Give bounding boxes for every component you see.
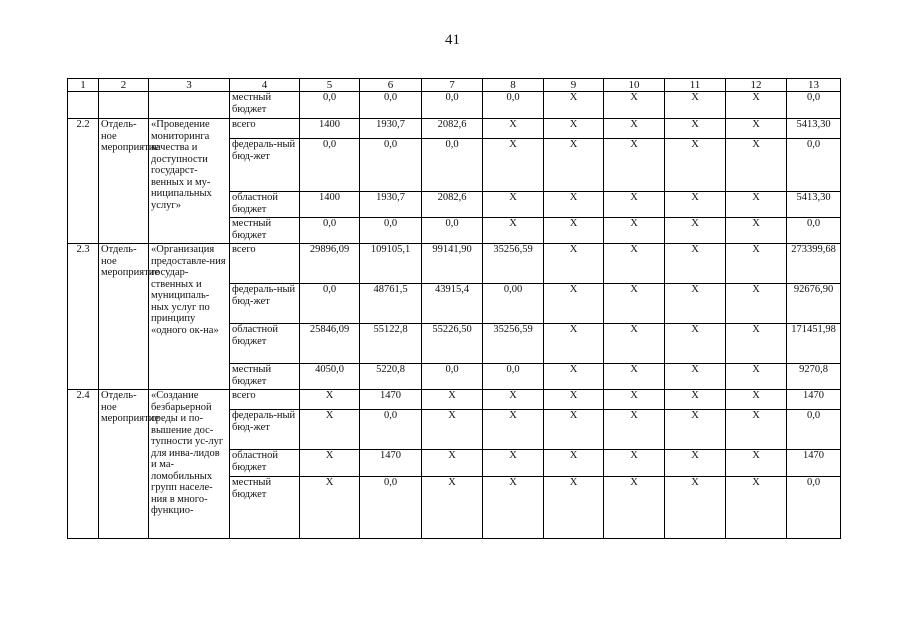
value-cell: X <box>544 218 604 244</box>
value-cell: X <box>726 477 787 539</box>
value-cell: 55226,50 <box>422 324 483 364</box>
value-cell: 0,0 <box>300 218 360 244</box>
value-cell: X <box>604 284 665 324</box>
value-cell: X <box>544 192 604 218</box>
value-cell: X <box>422 410 483 450</box>
value-cell: 273399,68 <box>787 244 841 284</box>
value-cell: X <box>726 92 787 119</box>
measure-description: «Организация предоставле-ния государ-ственных и муниципаль-ных услуг по принципу «одного ок-на» <box>149 244 230 390</box>
value-cell: X <box>483 477 544 539</box>
header-cell: 9 <box>544 79 604 92</box>
value-cell: X <box>604 324 665 364</box>
value-cell: X <box>726 450 787 477</box>
value-cell: 29896,09 <box>300 244 360 284</box>
value-cell: 0,0 <box>300 139 360 192</box>
value-cell: X <box>726 324 787 364</box>
table-cell <box>99 92 149 119</box>
value-cell: X <box>604 364 665 390</box>
value-cell: 0,0 <box>422 218 483 244</box>
value-cell: 1400 <box>300 119 360 139</box>
measure-description: «Создание безбарьерной среды и по-вышение дос-тупности ус-луг для инва-лидов и ма-ломобильных групп населе-ния в много-функцио- <box>149 390 230 539</box>
header-cell: 2 <box>99 79 149 92</box>
value-cell: X <box>665 364 726 390</box>
value-cell: 0,0 <box>787 139 841 192</box>
value-cell: X <box>726 119 787 139</box>
value-cell: X <box>604 218 665 244</box>
value-cell: 5220,8 <box>360 364 422 390</box>
value-cell: 0,00 <box>483 284 544 324</box>
measure-type: Отдель-ное мероприятие <box>99 244 149 390</box>
value-cell: X <box>665 139 726 192</box>
header-cell: 13 <box>787 79 841 92</box>
value-cell: X <box>665 244 726 284</box>
value-cell: X <box>604 450 665 477</box>
table-row <box>68 92 841 119</box>
measure-id: 2.4 <box>68 390 99 539</box>
value-cell: 9270,8 <box>787 364 841 390</box>
value-cell: X <box>544 284 604 324</box>
value-cell: X <box>483 410 544 450</box>
budget-source-label: местный бюджет <box>230 364 300 390</box>
value-cell: 0,0 <box>483 92 544 119</box>
value-cell: 99141,90 <box>422 244 483 284</box>
value-cell: 0,0 <box>360 218 422 244</box>
value-cell: X <box>726 390 787 410</box>
value-cell: 0,0 <box>360 410 422 450</box>
value-cell: 1930,7 <box>360 192 422 218</box>
value-cell: 0,0 <box>360 477 422 539</box>
value-cell: 1470 <box>787 450 841 477</box>
value-cell: X <box>665 390 726 410</box>
value-cell: 0,0 <box>422 364 483 390</box>
value-cell: X <box>726 218 787 244</box>
value-cell: X <box>483 192 544 218</box>
budget-source-label: местный бюджет <box>230 92 300 119</box>
value-cell: X <box>726 139 787 192</box>
value-cell: X <box>544 364 604 390</box>
value-cell: X <box>604 139 665 192</box>
value-cell: X <box>300 477 360 539</box>
value-cell: 0,0 <box>787 477 841 539</box>
budget-source-label: всего <box>230 390 300 410</box>
value-cell: 0,0 <box>300 92 360 119</box>
budget-source-label: федераль-ный бюд-жет <box>230 410 300 450</box>
value-cell: 1930,7 <box>360 119 422 139</box>
page-number: 41 <box>445 32 460 48</box>
budget-source-label: всего <box>230 244 300 284</box>
budget-source-label: федераль-ный бюд-жет <box>230 139 300 192</box>
value-cell: 171451,98 <box>787 324 841 364</box>
value-cell: X <box>483 119 544 139</box>
value-cell: X <box>604 192 665 218</box>
value-cell: X <box>604 244 665 284</box>
value-cell: 0,0 <box>422 92 483 119</box>
value-cell: X <box>544 244 604 284</box>
header-cell: 11 <box>665 79 726 92</box>
value-cell: 5413,30 <box>787 192 841 218</box>
value-cell: 43915,4 <box>422 284 483 324</box>
value-cell: 1470 <box>787 390 841 410</box>
value-cell: 2082,6 <box>422 119 483 139</box>
value-cell: X <box>604 410 665 450</box>
value-cell: X <box>604 477 665 539</box>
header-row <box>68 79 841 92</box>
value-cell: X <box>665 119 726 139</box>
value-cell: 1400 <box>300 192 360 218</box>
value-cell: X <box>726 410 787 450</box>
value-cell: 0,0 <box>787 218 841 244</box>
budget-source-label: областной бюджет <box>230 324 300 364</box>
value-cell: X <box>544 390 604 410</box>
value-cell: X <box>665 192 726 218</box>
value-cell: 35256,59 <box>483 324 544 364</box>
budget-source-label: всего <box>230 119 300 139</box>
budget-source-label: федераль-ный бюд-жет <box>230 284 300 324</box>
value-cell: X <box>544 450 604 477</box>
value-cell: X <box>544 139 604 192</box>
header-cell: 8 <box>483 79 544 92</box>
value-cell: X <box>665 218 726 244</box>
value-cell: 92676,90 <box>787 284 841 324</box>
value-cell: 0,0 <box>483 364 544 390</box>
value-cell: X <box>604 92 665 119</box>
value-cell: X <box>422 477 483 539</box>
value-cell: X <box>604 119 665 139</box>
value-cell: X <box>483 390 544 410</box>
header-cell: 12 <box>726 79 787 92</box>
value-cell: 5413,30 <box>787 119 841 139</box>
header-cell: 7 <box>422 79 483 92</box>
value-cell: 2082,6 <box>422 192 483 218</box>
header-cell: 10 <box>604 79 665 92</box>
value-cell: 1470 <box>360 450 422 477</box>
table-row <box>68 390 841 410</box>
measure-id: 2.3 <box>68 244 99 390</box>
value-cell: X <box>483 450 544 477</box>
budget-table <box>67 78 841 539</box>
budget-source-label: областной бюджет <box>230 192 300 218</box>
header-cell: 4 <box>230 79 300 92</box>
value-cell: 48761,5 <box>360 284 422 324</box>
value-cell: X <box>726 364 787 390</box>
table-cell <box>68 92 99 119</box>
value-cell: 35256,59 <box>483 244 544 284</box>
value-cell: X <box>726 244 787 284</box>
value-cell: 0,0 <box>422 139 483 192</box>
value-cell: 1470 <box>360 390 422 410</box>
value-cell: X <box>665 410 726 450</box>
value-cell: 0,0 <box>787 92 841 119</box>
value-cell: 109105,1 <box>360 244 422 284</box>
value-cell: X <box>665 324 726 364</box>
value-cell: X <box>665 284 726 324</box>
header-cell: 3 <box>149 79 230 92</box>
value-cell: X <box>665 92 726 119</box>
value-cell: X <box>544 324 604 364</box>
value-cell: 55122,8 <box>360 324 422 364</box>
value-cell: 25846,09 <box>300 324 360 364</box>
header-cell: 1 <box>68 79 99 92</box>
header-cell: 5 <box>300 79 360 92</box>
value-cell: X <box>300 410 360 450</box>
table-row <box>68 119 841 139</box>
value-cell: 4050,0 <box>300 364 360 390</box>
value-cell: X <box>544 119 604 139</box>
value-cell: X <box>422 390 483 410</box>
header-cell: 6 <box>360 79 422 92</box>
measure-type: Отдель-ное мероприятие <box>99 119 149 244</box>
value-cell: 0,0 <box>360 92 422 119</box>
budget-source-label: местный бюджет <box>230 477 300 539</box>
table-row <box>68 244 841 284</box>
value-cell: X <box>544 410 604 450</box>
value-cell: X <box>422 450 483 477</box>
value-cell: X <box>544 477 604 539</box>
value-cell: X <box>483 139 544 192</box>
budget-source-label: местный бюджет <box>230 218 300 244</box>
value-cell: 0,0 <box>300 284 360 324</box>
table-cell <box>149 92 230 119</box>
value-cell: 0,0 <box>360 139 422 192</box>
value-cell: X <box>300 390 360 410</box>
value-cell: X <box>604 390 665 410</box>
value-cell: X <box>726 192 787 218</box>
value-cell: X <box>665 477 726 539</box>
value-cell: X <box>665 450 726 477</box>
measure-type: Отдель-ное мероприятие <box>99 390 149 539</box>
value-cell: 0,0 <box>787 410 841 450</box>
measure-id: 2.2 <box>68 119 99 244</box>
budget-source-label: областной бюджет <box>230 450 300 477</box>
value-cell: X <box>300 450 360 477</box>
value-cell: X <box>483 218 544 244</box>
value-cell: X <box>544 92 604 119</box>
value-cell: X <box>726 284 787 324</box>
measure-description: «Проведение мониторинга качества и доступности государст-венных и му-ниципальных услуг» <box>149 119 230 244</box>
